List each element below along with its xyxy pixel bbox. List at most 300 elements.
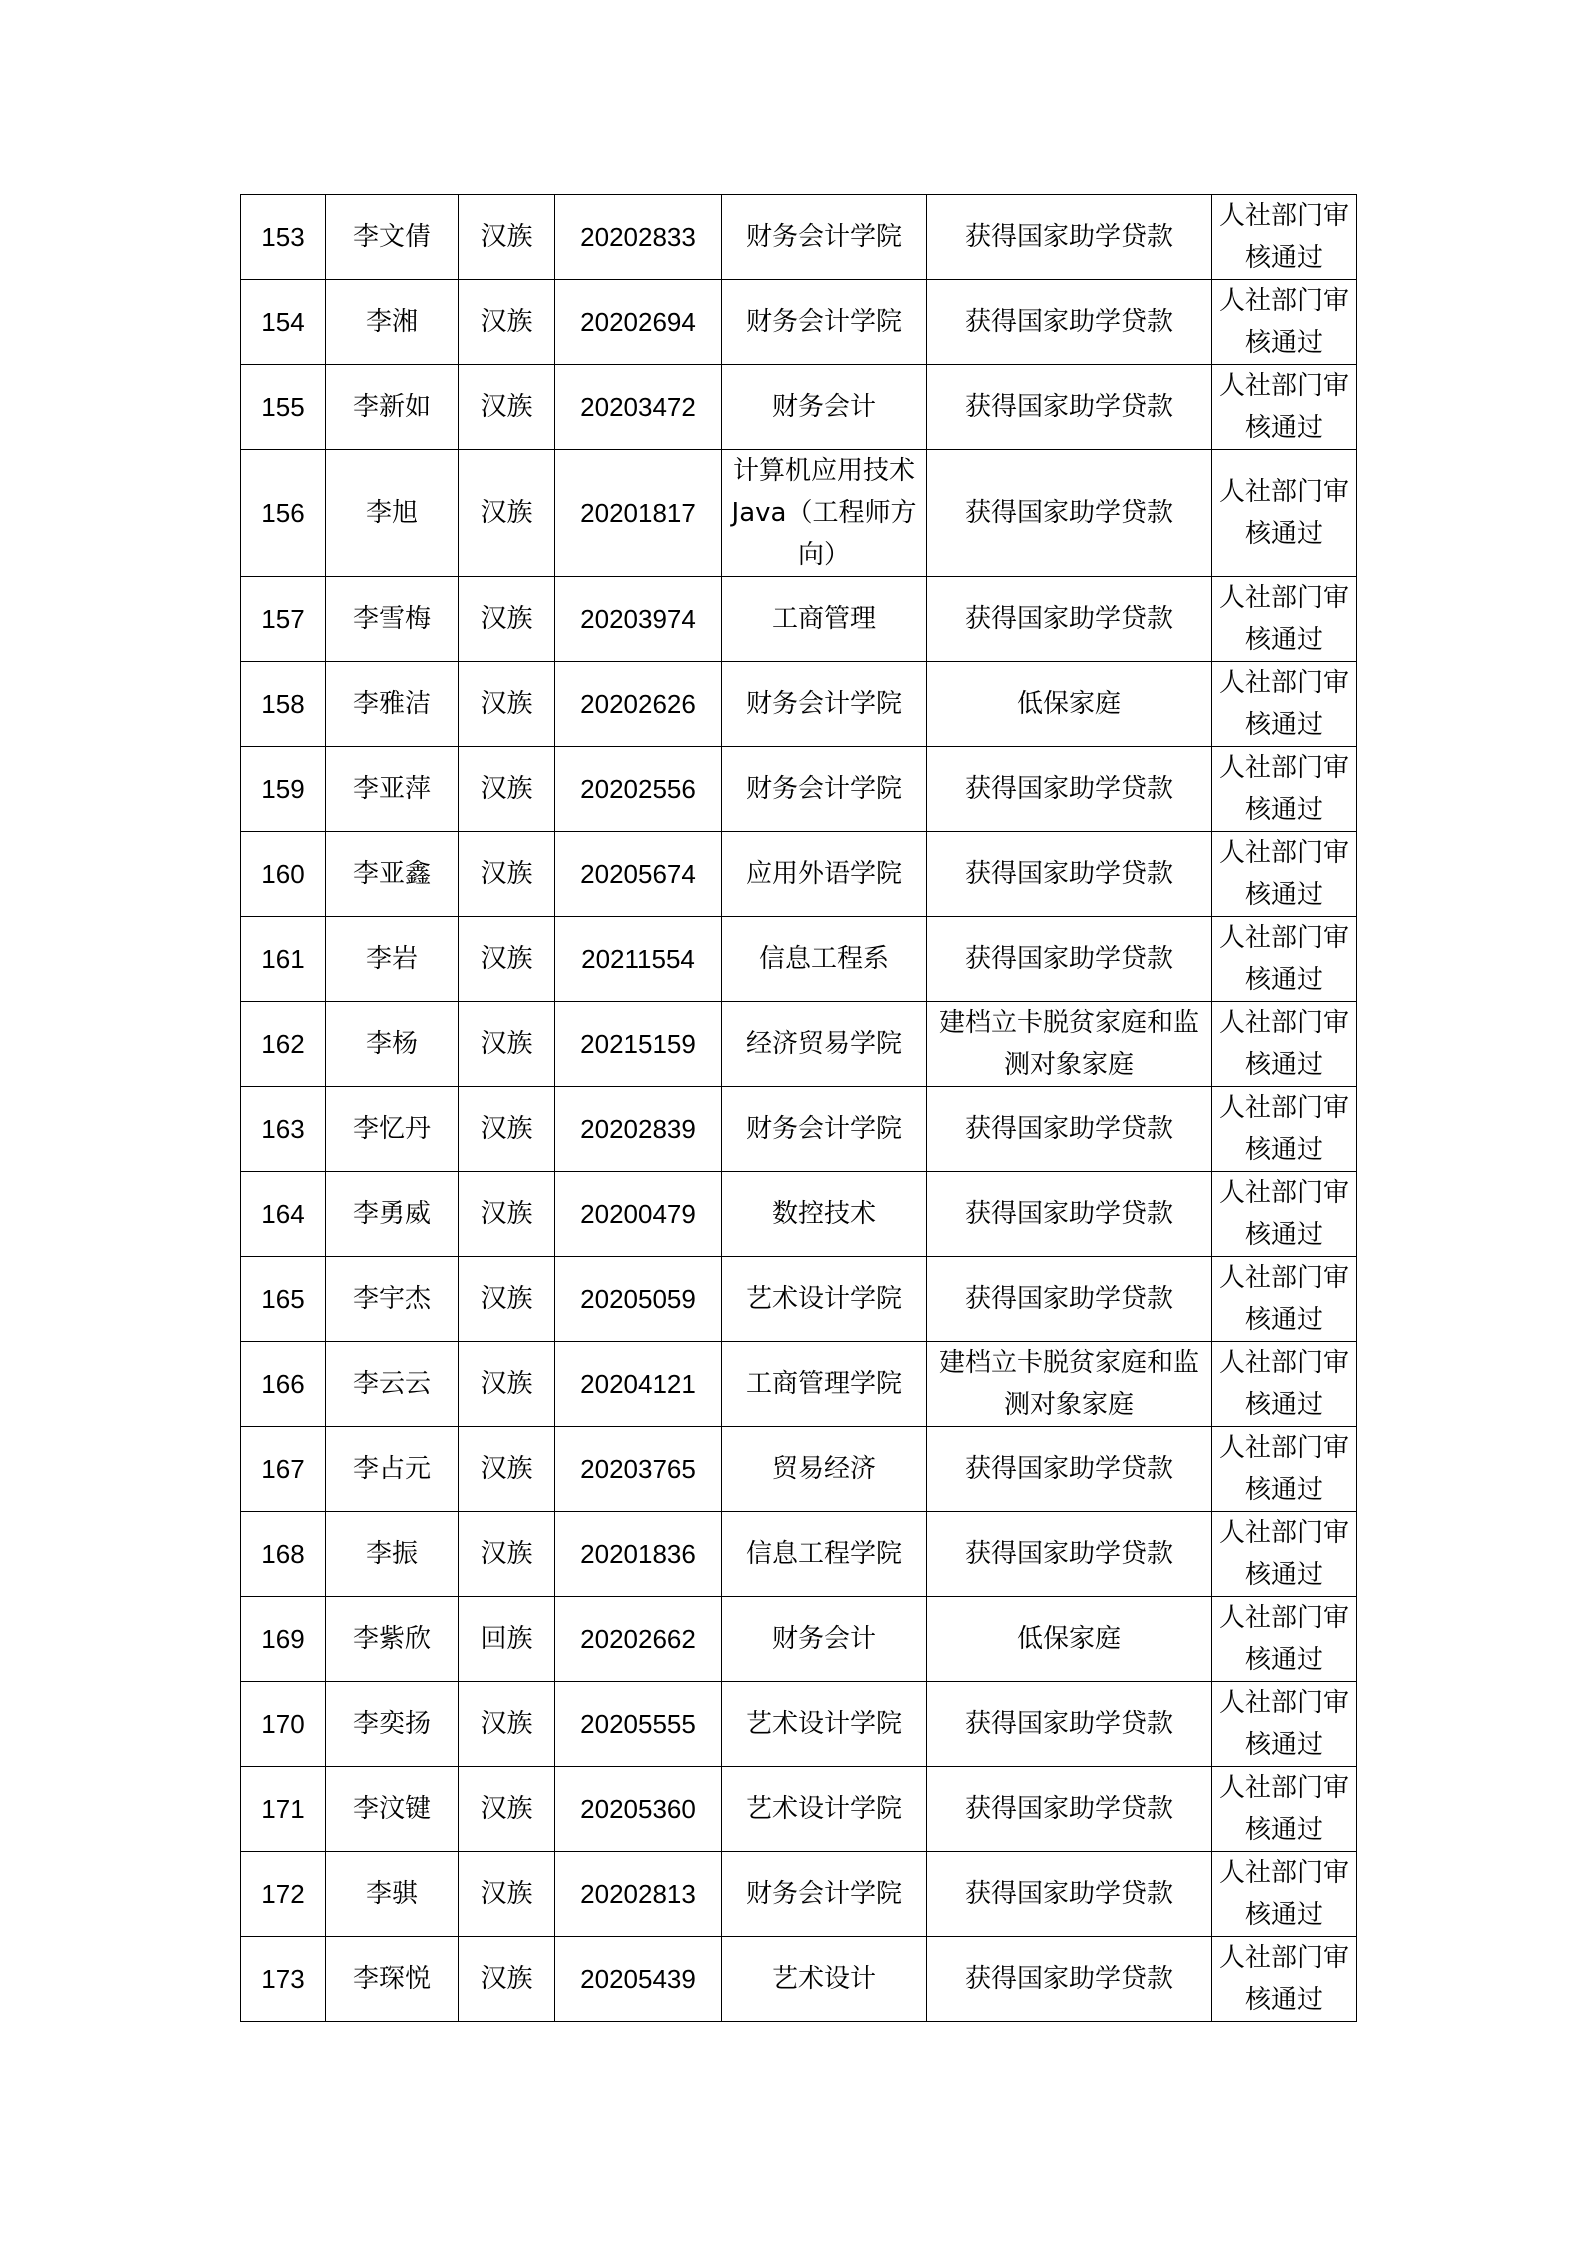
college-cell xyxy=(722,1172,927,1257)
review-status-cell xyxy=(1212,1767,1357,1852)
student-id: 20203472 xyxy=(580,392,696,422)
row-number: 163 xyxy=(261,1114,305,1144)
review-status-cell xyxy=(1212,450,1357,577)
review-status: 人社部门审核通过 xyxy=(1218,1178,1349,1250)
review-status: 人社部门审核通过 xyxy=(1218,1348,1349,1420)
college: 艺术设计 xyxy=(771,1964,876,1994)
review-status: 人社部门审核通过 xyxy=(1218,1858,1349,1930)
aid-category-cell xyxy=(927,1342,1212,1427)
aid-category: 获得国家助学贷款 xyxy=(964,1114,1173,1144)
review-status-cell xyxy=(1212,1172,1357,1257)
aid-category-cell xyxy=(927,747,1212,832)
college-cell xyxy=(722,1852,927,1937)
student-name-cell xyxy=(326,450,459,577)
review-status: 人社部门审核通过 xyxy=(1218,1688,1349,1760)
college: 艺术设计学院 xyxy=(745,1709,902,1739)
college-cell xyxy=(722,195,927,280)
review-status-cell xyxy=(1212,195,1357,280)
student-name: 李奕扬 xyxy=(352,1709,431,1739)
ethnicity-cell xyxy=(459,1852,555,1937)
student-name: 李雪梅 xyxy=(352,604,431,634)
student-id-cell xyxy=(555,450,722,577)
ethnicity-cell xyxy=(459,365,555,450)
student-name-cell xyxy=(326,195,459,280)
aid-category-cell xyxy=(927,1682,1212,1767)
student-id-cell xyxy=(555,1427,722,1512)
row-number: 158 xyxy=(261,689,305,719)
student-id-cell xyxy=(555,1597,722,1682)
student-name-cell xyxy=(326,1427,459,1512)
student-id: 20202813 xyxy=(580,1879,696,1909)
aid-category-cell xyxy=(927,1767,1212,1852)
review-status-cell xyxy=(1212,1597,1357,1682)
student-name: 李忆丹 xyxy=(352,1114,431,1144)
college-cell xyxy=(722,577,927,662)
table-row xyxy=(241,1002,1357,1087)
ethnicity: 汉族 xyxy=(480,1964,533,1994)
student-id: 20202694 xyxy=(580,307,696,337)
college: 财务会计学院 xyxy=(745,222,902,252)
college: 财务会计学院 xyxy=(745,774,902,804)
student-id: 20205555 xyxy=(580,1709,696,1739)
student-id-cell xyxy=(555,662,722,747)
student-id-cell xyxy=(555,1682,722,1767)
student-name: 李骐 xyxy=(365,1879,418,1909)
college-cell xyxy=(722,1512,927,1597)
aid-category: 获得国家助学贷款 xyxy=(964,774,1173,804)
aid-category: 获得国家助学贷款 xyxy=(964,307,1173,337)
row-number-cell xyxy=(241,1002,326,1087)
aid-category: 获得国家助学贷款 xyxy=(964,1539,1173,1569)
aid-category-cell xyxy=(927,917,1212,1002)
college: 计算机应用技术 Java（工程师方向） xyxy=(731,456,917,570)
row-number-cell xyxy=(241,832,326,917)
aid-category-cell xyxy=(927,450,1212,577)
aid-category: 获得国家助学贷款 xyxy=(964,1709,1173,1739)
ethnicity-cell xyxy=(459,1512,555,1597)
ethnicity-cell xyxy=(459,1682,555,1767)
college: 应用外语学院 xyxy=(745,859,902,889)
student-id: 20205059 xyxy=(580,1284,696,1314)
ethnicity: 汉族 xyxy=(480,222,533,252)
row-number-cell xyxy=(241,577,326,662)
college-cell xyxy=(722,1767,927,1852)
college: 工商管理学院 xyxy=(745,1369,902,1399)
student-name-cell xyxy=(326,832,459,917)
ethnicity-cell xyxy=(459,1257,555,1342)
review-status: 人社部门审核通过 xyxy=(1218,668,1349,740)
college: 艺术设计学院 xyxy=(745,1794,902,1824)
row-number-cell xyxy=(241,1087,326,1172)
ethnicity: 汉族 xyxy=(480,1369,533,1399)
student-id: 20203974 xyxy=(580,604,696,634)
row-number: 171 xyxy=(261,1794,305,1824)
row-number: 160 xyxy=(261,859,305,889)
student-name: 李湘 xyxy=(365,307,418,337)
student-name: 李亚萍 xyxy=(352,774,431,804)
row-number-cell xyxy=(241,1597,326,1682)
review-status: 人社部门审核通过 xyxy=(1218,371,1349,443)
student-id-cell xyxy=(555,195,722,280)
student-id-cell xyxy=(555,832,722,917)
table-row xyxy=(241,1427,1357,1512)
student-id-cell xyxy=(555,747,722,832)
ethnicity-cell xyxy=(459,1087,555,1172)
college-cell xyxy=(722,1342,927,1427)
student-id: 20201836 xyxy=(580,1539,696,1569)
ethnicity: 汉族 xyxy=(480,774,533,804)
student-id: 20215159 xyxy=(580,1029,696,1059)
student-name-cell xyxy=(326,365,459,450)
row-number: 168 xyxy=(261,1539,305,1569)
review-status-cell xyxy=(1212,832,1357,917)
row-number-cell xyxy=(241,1682,326,1767)
college: 财务会计 xyxy=(771,1624,876,1654)
aid-category: 获得国家助学贷款 xyxy=(964,1794,1173,1824)
college: 财务会计学院 xyxy=(745,689,902,719)
row-number: 157 xyxy=(261,604,305,634)
college-cell xyxy=(722,1087,927,1172)
student-name: 李亚鑫 xyxy=(352,859,431,889)
ethnicity: 汉族 xyxy=(480,1029,533,1059)
row-number-cell xyxy=(241,1852,326,1937)
college: 财务会计学院 xyxy=(745,307,902,337)
student-name: 李新如 xyxy=(352,392,431,422)
student-name-cell xyxy=(326,1002,459,1087)
student-id: 20200479 xyxy=(580,1199,696,1229)
review-status-cell xyxy=(1212,662,1357,747)
student-id: 20205360 xyxy=(580,1794,696,1824)
student-id-cell xyxy=(555,280,722,365)
review-status-cell xyxy=(1212,1257,1357,1342)
college: 信息工程系 xyxy=(758,944,889,974)
aid-category-cell xyxy=(927,662,1212,747)
row-number: 169 xyxy=(261,1624,305,1654)
table-row xyxy=(241,1937,1357,2022)
aid-category-cell xyxy=(927,577,1212,662)
ethnicity-cell xyxy=(459,577,555,662)
ethnicity: 汉族 xyxy=(480,1709,533,1739)
aid-category: 获得国家助学贷款 xyxy=(964,859,1173,889)
student-id: 20202556 xyxy=(580,774,696,804)
ethnicity-cell xyxy=(459,1767,555,1852)
college: 财务会计 xyxy=(771,392,876,422)
aid-category-cell xyxy=(927,1002,1212,1087)
review-status: 人社部门审核通过 xyxy=(1218,477,1349,549)
student-name-cell xyxy=(326,1512,459,1597)
aid-category-cell xyxy=(927,1257,1212,1342)
row-number-cell xyxy=(241,365,326,450)
college-cell xyxy=(722,1937,927,2022)
table-body xyxy=(241,195,1357,2022)
college-cell xyxy=(722,280,927,365)
student-name: 李杨 xyxy=(365,1029,418,1059)
review-status-cell xyxy=(1212,1087,1357,1172)
student-id: 20203765 xyxy=(580,1454,696,1484)
ethnicity-cell xyxy=(459,917,555,1002)
row-number: 165 xyxy=(261,1284,305,1314)
row-number: 159 xyxy=(261,774,305,804)
review-status-cell xyxy=(1212,1512,1357,1597)
table-row xyxy=(241,832,1357,917)
ethnicity-cell xyxy=(459,450,555,577)
student-name: 李汶键 xyxy=(352,1794,431,1824)
ethnicity: 汉族 xyxy=(480,689,533,719)
student-id: 20205674 xyxy=(580,859,696,889)
row-number: 153 xyxy=(261,222,305,252)
student-id-cell xyxy=(555,1937,722,2022)
row-number-cell xyxy=(241,280,326,365)
table-row xyxy=(241,1087,1357,1172)
student-id: 20202839 xyxy=(580,1114,696,1144)
ethnicity: 汉族 xyxy=(480,1879,533,1909)
student-name: 李旭 xyxy=(365,498,418,528)
row-number-cell xyxy=(241,1512,326,1597)
review-status-cell xyxy=(1212,577,1357,662)
college: 信息工程学院 xyxy=(745,1539,902,1569)
student-name-cell xyxy=(326,662,459,747)
ethnicity-cell xyxy=(459,195,555,280)
student-list-table xyxy=(240,194,1357,2022)
aid-category: 获得国家助学贷款 xyxy=(964,1964,1173,1994)
table-row xyxy=(241,1512,1357,1597)
ethnicity: 汉族 xyxy=(480,1114,533,1144)
college: 财务会计学院 xyxy=(745,1879,902,1909)
aid-category: 获得国家助学贷款 xyxy=(964,1454,1173,1484)
student-id-cell xyxy=(555,1852,722,1937)
college: 工商管理 xyxy=(771,604,876,634)
row-number-cell xyxy=(241,1937,326,2022)
student-id: 20205439 xyxy=(580,1964,696,1994)
student-name: 李文倩 xyxy=(352,222,431,252)
table-row xyxy=(241,450,1357,577)
aid-category-cell xyxy=(927,365,1212,450)
college: 艺术设计学院 xyxy=(745,1284,902,1314)
table-row xyxy=(241,1852,1357,1937)
row-number: 162 xyxy=(261,1029,305,1059)
college-cell xyxy=(722,1257,927,1342)
student-name-cell xyxy=(326,1937,459,2022)
student-id: 20201817 xyxy=(580,498,696,528)
student-id: 20202833 xyxy=(580,222,696,252)
table-row xyxy=(241,1342,1357,1427)
student-name: 李琛悦 xyxy=(352,1964,431,1994)
review-status: 人社部门审核通过 xyxy=(1218,1943,1349,2015)
student-name-cell xyxy=(326,1597,459,1682)
review-status-cell xyxy=(1212,1852,1357,1937)
ethnicity-cell xyxy=(459,1427,555,1512)
student-id: 20202626 xyxy=(580,689,696,719)
aid-category: 获得国家助学贷款 xyxy=(964,1879,1173,1909)
review-status-cell xyxy=(1212,1937,1357,2022)
ethnicity: 汉族 xyxy=(480,392,533,422)
row-number-cell xyxy=(241,1172,326,1257)
college-cell xyxy=(722,832,927,917)
student-name: 李振 xyxy=(365,1539,418,1569)
student-name: 李勇威 xyxy=(352,1199,431,1229)
aid-category-cell xyxy=(927,832,1212,917)
row-number: 154 xyxy=(261,307,305,337)
aid-category-cell xyxy=(927,1172,1212,1257)
college-cell xyxy=(722,747,927,832)
ethnicity-cell xyxy=(459,832,555,917)
row-number: 164 xyxy=(261,1199,305,1229)
student-name: 李岩 xyxy=(365,944,418,974)
ethnicity: 汉族 xyxy=(480,859,533,889)
row-number: 172 xyxy=(261,1879,305,1909)
ethnicity-cell xyxy=(459,1597,555,1682)
aid-category: 获得国家助学贷款 xyxy=(964,222,1173,252)
ethnicity: 汉族 xyxy=(480,1199,533,1229)
table-row xyxy=(241,1172,1357,1257)
student-id: 20204121 xyxy=(580,1369,696,1399)
row-number: 170 xyxy=(261,1709,305,1739)
aid-category-cell xyxy=(927,1852,1212,1937)
student-name-cell xyxy=(326,1682,459,1767)
student-id-cell xyxy=(555,1767,722,1852)
student-name: 李宇杰 xyxy=(352,1284,431,1314)
table-row xyxy=(241,280,1357,365)
college: 财务会计学院 xyxy=(745,1114,902,1144)
ethnicity: 回族 xyxy=(480,1624,533,1654)
table-row xyxy=(241,365,1357,450)
review-status: 人社部门审核通过 xyxy=(1218,1773,1349,1845)
student-name: 李雅洁 xyxy=(352,689,431,719)
review-status: 人社部门审核通过 xyxy=(1218,838,1349,910)
table-row xyxy=(241,1767,1357,1852)
table-row xyxy=(241,747,1357,832)
aid-category-cell xyxy=(927,1512,1212,1597)
student-name-cell xyxy=(326,747,459,832)
college-cell xyxy=(722,917,927,1002)
review-status: 人社部门审核通过 xyxy=(1218,1603,1349,1675)
aid-category-cell xyxy=(927,1427,1212,1512)
ethnicity-cell xyxy=(459,1937,555,2022)
row-number-cell xyxy=(241,917,326,1002)
row-number-cell xyxy=(241,1257,326,1342)
row-number-cell xyxy=(241,1767,326,1852)
student-name-cell xyxy=(326,1257,459,1342)
student-id-cell xyxy=(555,1257,722,1342)
student-name-cell xyxy=(326,1172,459,1257)
review-status: 人社部门审核通过 xyxy=(1218,286,1349,358)
row-number: 166 xyxy=(261,1369,305,1399)
ethnicity: 汉族 xyxy=(480,1794,533,1824)
college-cell xyxy=(722,662,927,747)
review-status: 人社部门审核通过 xyxy=(1218,1518,1349,1590)
college: 数控技术 xyxy=(771,1199,876,1229)
aid-category: 建档立卡脱贫家庭和监测对象家庭 xyxy=(938,1008,1199,1080)
row-number: 161 xyxy=(261,944,305,974)
review-status-cell xyxy=(1212,917,1357,1002)
student-id-cell xyxy=(555,1087,722,1172)
review-status: 人社部门审核通过 xyxy=(1218,201,1349,273)
student-id-cell xyxy=(555,1172,722,1257)
ethnicity: 汉族 xyxy=(480,1539,533,1569)
ethnicity-cell xyxy=(459,1342,555,1427)
aid-category-cell xyxy=(927,280,1212,365)
review-status-cell xyxy=(1212,1682,1357,1767)
college: 经济贸易学院 xyxy=(745,1029,902,1059)
student-name-cell xyxy=(326,1087,459,1172)
aid-category: 获得国家助学贷款 xyxy=(964,944,1173,974)
table-row xyxy=(241,1682,1357,1767)
review-status: 人社部门审核通过 xyxy=(1218,1008,1349,1080)
aid-category: 低保家庭 xyxy=(1016,1624,1121,1654)
college-cell xyxy=(722,1682,927,1767)
ethnicity-cell xyxy=(459,1002,555,1087)
college-cell xyxy=(722,1597,927,1682)
table-row xyxy=(241,1257,1357,1342)
aid-category: 获得国家助学贷款 xyxy=(964,392,1173,422)
student-name-cell xyxy=(326,1767,459,1852)
student-id-cell xyxy=(555,1342,722,1427)
college-cell xyxy=(722,450,927,577)
ethnicity: 汉族 xyxy=(480,307,533,337)
ethnicity-cell xyxy=(459,662,555,747)
table-row xyxy=(241,1597,1357,1682)
table-row xyxy=(241,917,1357,1002)
college-cell xyxy=(722,1427,927,1512)
ethnicity-cell xyxy=(459,747,555,832)
aid-category: 获得国家助学贷款 xyxy=(964,498,1173,528)
review-status-cell xyxy=(1212,1427,1357,1512)
table-row xyxy=(241,577,1357,662)
ethnicity: 汉族 xyxy=(480,1454,533,1484)
student-name-cell xyxy=(326,917,459,1002)
ethnicity: 汉族 xyxy=(480,604,533,634)
review-status: 人社部门审核通过 xyxy=(1218,753,1349,825)
row-number: 155 xyxy=(261,392,305,422)
aid-category: 建档立卡脱贫家庭和监测对象家庭 xyxy=(938,1348,1199,1420)
row-number-cell xyxy=(241,662,326,747)
row-number: 156 xyxy=(261,498,305,528)
aid-category: 低保家庭 xyxy=(1016,689,1121,719)
aid-category-cell xyxy=(927,1937,1212,2022)
aid-category: 获得国家助学贷款 xyxy=(964,1284,1173,1314)
college-cell xyxy=(722,365,927,450)
student-id-cell xyxy=(555,577,722,662)
aid-category-cell xyxy=(927,1087,1212,1172)
student-id-cell xyxy=(555,917,722,1002)
aid-category-cell xyxy=(927,1597,1212,1682)
student-name-cell xyxy=(326,1342,459,1427)
student-name: 李占元 xyxy=(352,1454,431,1484)
row-number: 167 xyxy=(261,1454,305,1484)
row-number-cell xyxy=(241,1427,326,1512)
review-status-cell xyxy=(1212,1342,1357,1427)
review-status-cell xyxy=(1212,280,1357,365)
student-name-cell xyxy=(326,280,459,365)
ethnicity: 汉族 xyxy=(480,498,533,528)
table-row xyxy=(241,662,1357,747)
ethnicity-cell xyxy=(459,1172,555,1257)
college-cell xyxy=(722,1002,927,1087)
student-id: 20202662 xyxy=(580,1624,696,1654)
review-status: 人社部门审核通过 xyxy=(1218,1263,1349,1335)
review-status: 人社部门审核通过 xyxy=(1218,583,1349,655)
review-status: 人社部门审核通过 xyxy=(1218,923,1349,995)
college: 贸易经济 xyxy=(771,1454,876,1484)
student-id-cell xyxy=(555,1002,722,1087)
row-number-cell xyxy=(241,450,326,577)
ethnicity: 汉族 xyxy=(480,944,533,974)
review-status-cell xyxy=(1212,1002,1357,1087)
aid-category: 获得国家助学贷款 xyxy=(964,1199,1173,1229)
student-name-cell xyxy=(326,577,459,662)
aid-category: 获得国家助学贷款 xyxy=(964,604,1173,634)
student-id: 20211554 xyxy=(581,944,695,974)
